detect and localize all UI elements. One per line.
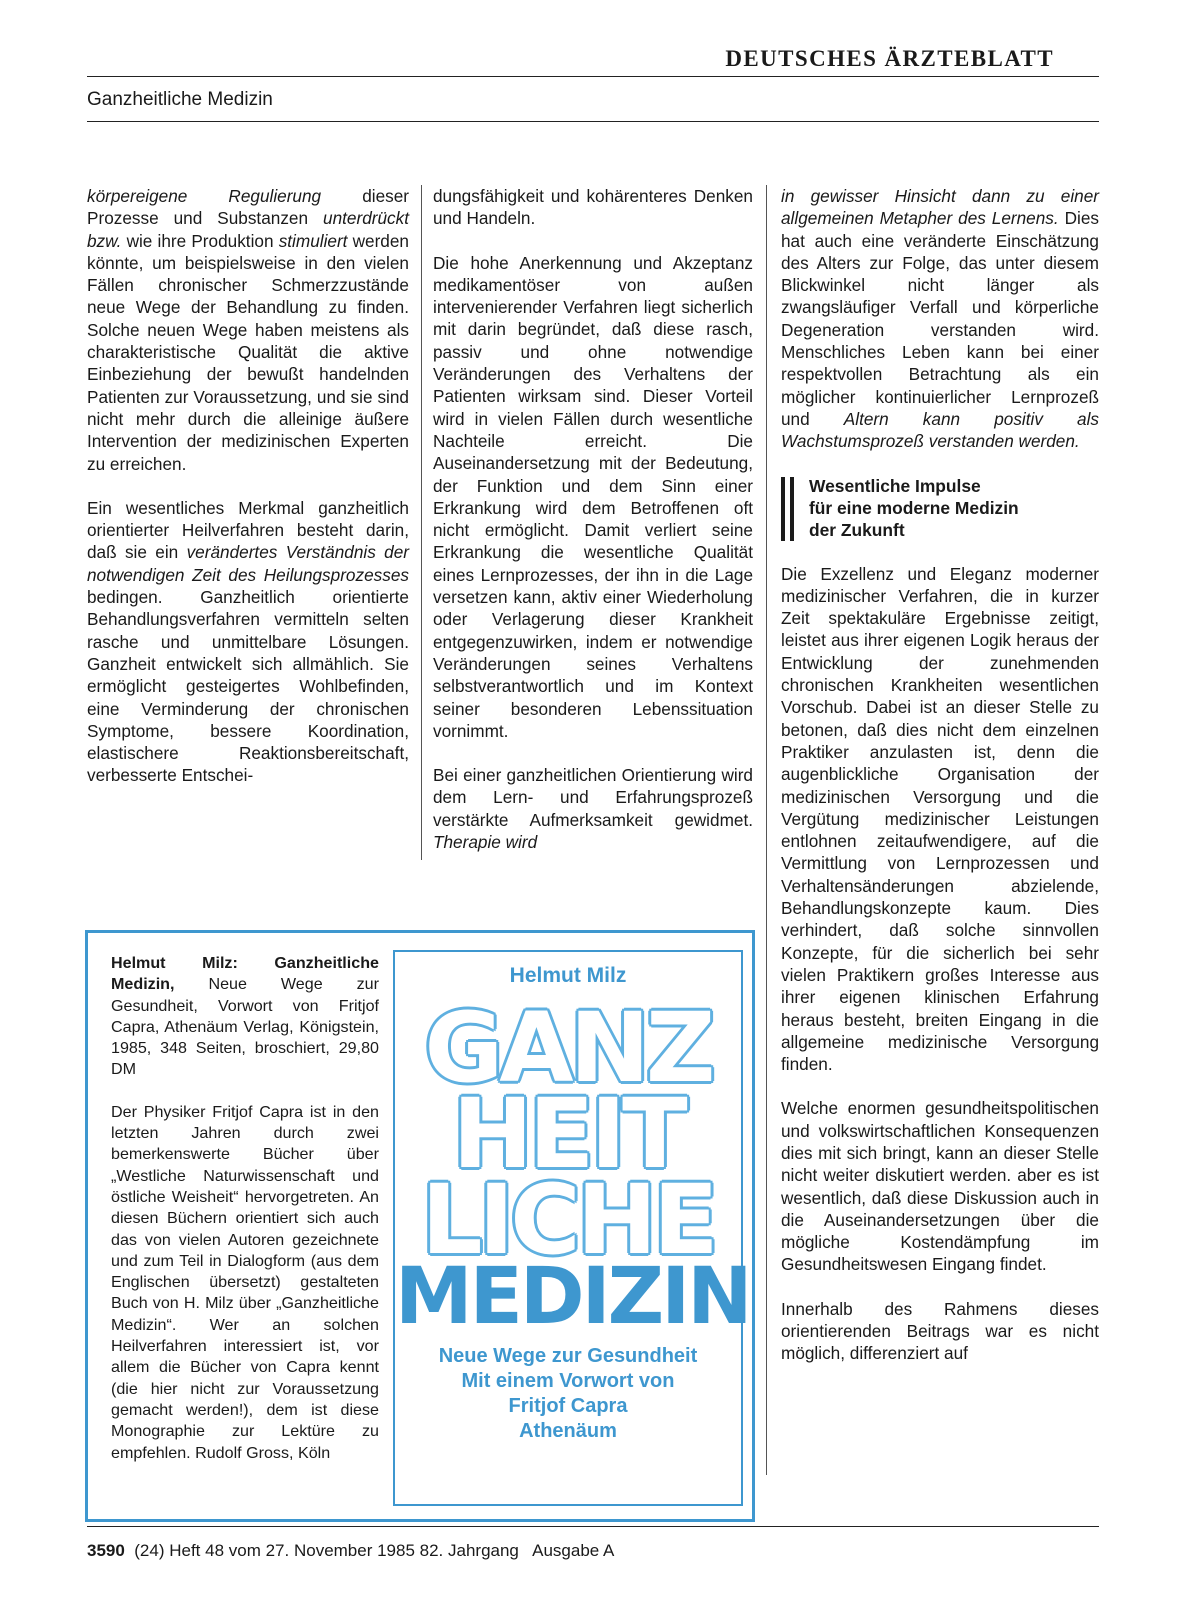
italic-text: verändertes Verständnis der notwendigen Zeit des Heilungsprozesses	[87, 542, 410, 585]
subheading-line: Wesentliche Impulse	[809, 475, 981, 496]
text-run: dungsfähigkeit und kohärenteres Denken und Handeln.	[433, 186, 753, 229]
book-cover-image	[393, 950, 750, 1506]
text-run: Innerhalb des Rahmens dieses orientierenden Beitrags war es nicht möglich, differenziert auf	[781, 1298, 1099, 1364]
page-number: 3590	[87, 1541, 125, 1560]
paragraph	[433, 185, 753, 230]
cover-author: Helmut Milz	[509, 964, 627, 987]
book-review-text	[111, 953, 379, 1485]
article-column-1	[87, 185, 409, 809]
paragraph	[87, 497, 409, 787]
issue-info: (24) Heft 48 vom 27. November 1985 82. Jahrgang Ausgabe A	[124, 1541, 615, 1560]
text-run: bedingen. Ganzheitlich orientierte Behandlungsverfahren vermitteln selten rasche und unmittelbare Lösungen. Ganzheit entwickelt sich allmählich. Sie ermöglicht gesteigertes Wohlbefinden, eine Verminderung der chronischen Symptome, bessere Koordination, elastischere Reaktionsbereitschaft, verbesserte Entschei-	[87, 587, 409, 786]
text-run: Neue Wege zur Gesundheit, Vorwort von Fritjof Capra, Athenäum Verlag, Königstein, 1985, 348 Seiten, broschiert, 29,80 DM	[111, 975, 379, 1079]
text-run: Ein wesentliches Merkmal ganzheitlich orientierter Heilverfahren besteht darin, daß sie ein	[87, 497, 409, 563]
paragraph	[781, 1097, 1099, 1275]
text-run: werden könnte, um beispielsweise in den vielen Fällen chronischer Schmerzzustände neue Wege der Behandlung zu finden. Solche neuen Wege haben meistens als charakteristische Qualität die aktive Einbeziehung der bewußt handelnden Patienten zur Voraussetzung, und sie sind nicht mehr durch die alleinige äußere Intervention der medizinischen Experten zu erreichen.	[87, 230, 409, 474]
italic-text: Therapie wird	[433, 832, 538, 853]
cover-subtitle-line: Mit einem Vorwort von	[461, 1370, 675, 1392]
italic-text: unterdrückt bzw.	[87, 208, 409, 251]
bold-text: Helmut Milz: Ganzheitliche Medizin,	[111, 954, 379, 994]
italic-text: stimuliert	[278, 230, 348, 251]
text-run: Die hohe Anerkennung und Akzeptanz medikamentöser von außen intervenierender Verfahren liegt sicherlich mit darin begründet, daß diese rasch, passiv und ohne notwendige Veränderungen des Verhaltens der Patienten wirksam sind. Dieser Vorteil wird in vielen Fällen durch wesentliche Nachteile erreicht. Die Auseinandersetzung mit der Bedeutung, der Funktion und dem Sinn einer Erkrankung wird dem Betroffenen oft nicht ermöglicht. Damit verliert seine Erkrankung die wesentliche Qualität eines Lernprozesses, der ihn in die Lage versetzen kann, aktiv einer Wiederholung oder Verlagerung dieser Krankheit entgegenzuwirken, indem er notwendige Veränderungen seines Verhaltens selbstverantwortlich und im Kontext seiner besonderen Lebenssituation vornimmt.	[433, 252, 753, 741]
column-divider	[766, 185, 767, 1475]
column-divider	[421, 185, 422, 860]
cover-title-line: GANZ	[424, 992, 712, 1104]
subheading	[781, 475, 1099, 541]
heading-bars-icon	[781, 477, 795, 541]
text-run: Der Physiker Fritjof Capra ist in den letzten Jahren durch zwei bemerkenswerte Bücher über „Westliche Naturwissenschaft und östliche Weisheit“ hervorgetreten. An diesen Büchern orientiert sich auch das von vielen Autoren gezeichnete und zum Teil in Dialogform (aus dem Englischen übersetzt) gestalteten Buch von H. Milz über „Ganzheitliche Medizin“. Wer an solchen Heilverfahren interessiert ist, vor allem die Bücher von Capra kennt (die hier nicht zur Voraussetzung gemacht werden!), dem ist diese Monographie zur Lektüre zu empfehlen. Rudolf Gross, Köln	[111, 1102, 379, 1462]
text-run: Bei einer ganzheitlichen Orientierung wird dem Lern- und Erfahrungsprozeß verstärkte Aufmerksamkeit gewidmet.	[433, 765, 753, 830]
article-column-3	[781, 185, 1099, 1387]
paragraph	[781, 563, 1099, 1076]
review-body	[111, 1102, 379, 1464]
italic-text: Altern kann positiv als Wachstumsprozeß verstanden werden.	[781, 408, 1100, 452]
section-rule	[87, 121, 1099, 122]
page-footer	[87, 1541, 614, 1561]
paragraph	[433, 252, 753, 743]
text-run: Dies hat auch eine veränderte Einschätzung des Alters zur Folge, das unter diesem Blickwinkel nicht länger als zwangsläufiger Verfall und körperliche Degeneration verstanden wird. Menschliches Leben kann bei einer respektvollen Betrachtung als ein möglicher kontinuierlicher Lernprozeß und	[781, 208, 1099, 429]
paragraph	[781, 185, 1099, 453]
journal-title: DEUTSCHES ÄRZTEBLATT	[725, 46, 1054, 71]
article-column-2	[433, 185, 753, 875]
review-citation	[111, 953, 379, 1081]
subheading-line: der Zukunft	[809, 519, 905, 540]
paragraph	[781, 1298, 1099, 1365]
cover-title-line: HEIT	[452, 1078, 684, 1190]
text-run: dieser Prozesse und Substanzen	[87, 186, 410, 229]
cover-subtitle-line: Fritjof Capra	[508, 1395, 628, 1417]
footer-rule	[87, 1526, 1099, 1527]
cover-subtitle-line: Neue Wege zur Gesundheit	[438, 1345, 698, 1367]
cover-title-line: LICHE	[421, 1164, 715, 1276]
paragraph	[433, 764, 753, 853]
cover-subtitle	[395, 1344, 741, 1444]
subheading-line: für eine moderne Medizin	[809, 497, 1019, 518]
italic-text: körpereigene Regulierung	[87, 186, 322, 206]
cover-subtitle-line: Athenäum	[519, 1420, 617, 1442]
header-rule	[87, 76, 1099, 77]
paragraph	[87, 185, 409, 475]
cover-title-medizin: MEDIZIN	[395, 1252, 750, 1342]
masthead	[87, 46, 1099, 72]
text-run: Die Exzellenz und Eleganz moderner medizinischer Verfahren, die in kurzer Zeit spektakuläre Ergebnisse zeitigt, leistet aus ihrer eigenen Logik heraus der Entwicklung der zunehmenden chronischen Krankheiten wesentlichen Vorschub. Dabei ist an dieser Stelle zu betonen, daß dies nicht dem einzelnen Praktiker anzulasten ist, denn die augenblickliche Organisation der medizinischen Versorgung und die Vergütung medizinischer Leistungen entlohnen zeitaufwendigere, auf die Vermittlung von Lernprozessen und Verhaltensänderungen abzielende, Behandlungskonzepte kaum. Dies verhindert, daß solche sinnvollen Konzepte, für die sicherlich bei sehr vielen Praktikern großes Interesse aus ihrer eigenen klinischen Erfahrung heraus besteht, breiten Eingang in die allgemeine medizinische Versorgung finden.	[781, 563, 1099, 1075]
text-run: Welche enormen gesundheitspolitischen und volkswirtschaftlichen Konsequenzen dies mit sich bringt, kann an dieser Stelle nicht weiter diskutiert werden. aber es ist wesentlich, daß diese Diskussion auch in die Auseinandersetzungen über die mögliche Kostendämpfung im Gesundheitswesen Eingang findet.	[781, 1098, 1099, 1275]
text-run: wie ihre Produktion	[121, 230, 279, 251]
section-label: Ganzheitliche Medizin	[87, 89, 273, 110]
italic-text: in gewisser Hinsicht dann zu einer allgemeinen Metapher des Lernens.	[781, 186, 1099, 229]
